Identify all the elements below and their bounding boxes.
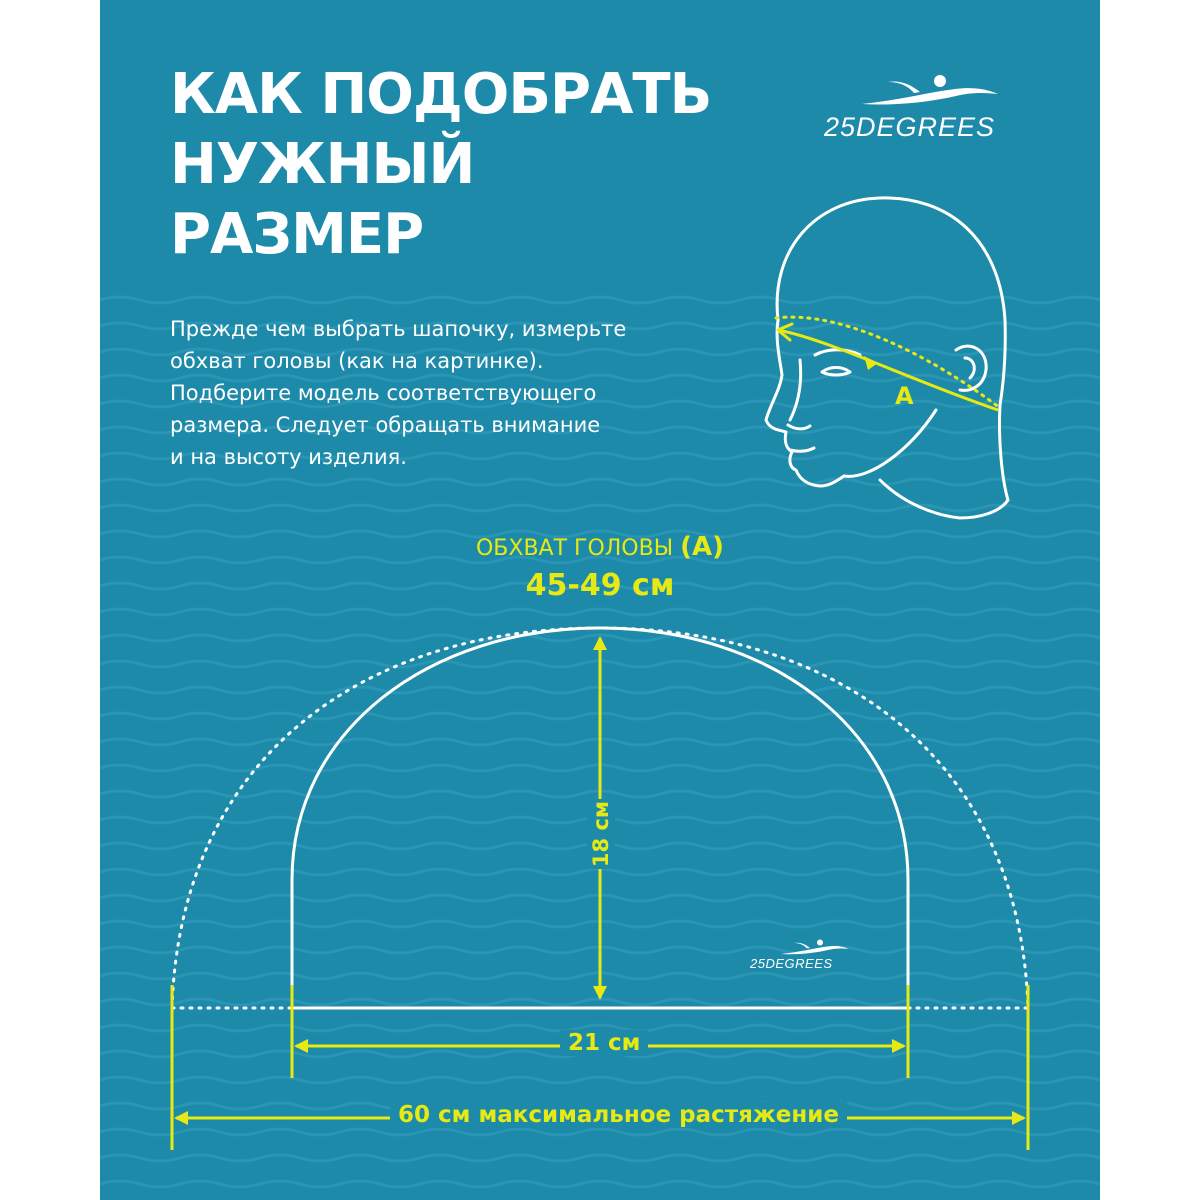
size-guide-card	[100, 0, 1100, 1200]
swimmer-logo-icon	[780, 938, 850, 958]
height-measure-label: 18 см	[589, 800, 613, 868]
title-line: НУЖНЫЙ	[170, 132, 475, 197]
title-line: РАЗМЕР	[170, 202, 424, 267]
intro-line: обхват головы (как на картинке).	[170, 349, 544, 373]
brand-logo-text: 25DEGREES	[824, 112, 996, 142]
girth-marker: (А)	[680, 532, 725, 562]
width-measure-label: 21 см	[560, 1030, 648, 1056]
cap-outline-icon	[100, 0, 1100, 1200]
stretch-measure-label: 60 см максимальное растяжение	[390, 1102, 847, 1128]
head-measure-label: A	[895, 382, 914, 410]
title-line: КАК ПОДОБРАТЬ	[170, 62, 712, 127]
girth-value: 45-49 см	[525, 568, 675, 603]
cap-brand-logo-text: 25DEGREES	[750, 956, 833, 971]
intro-line: и на высоту изделия.	[170, 445, 407, 469]
intro-line: размера. Следует обращать внимание	[170, 413, 601, 437]
intro-line: Подберите модель соответствующего	[170, 381, 597, 405]
girth-label: ОБХВАТ ГОЛОВЫ	[475, 536, 674, 561]
intro-line: Прежде чем выбрать шапочку, измерьте	[170, 317, 627, 341]
